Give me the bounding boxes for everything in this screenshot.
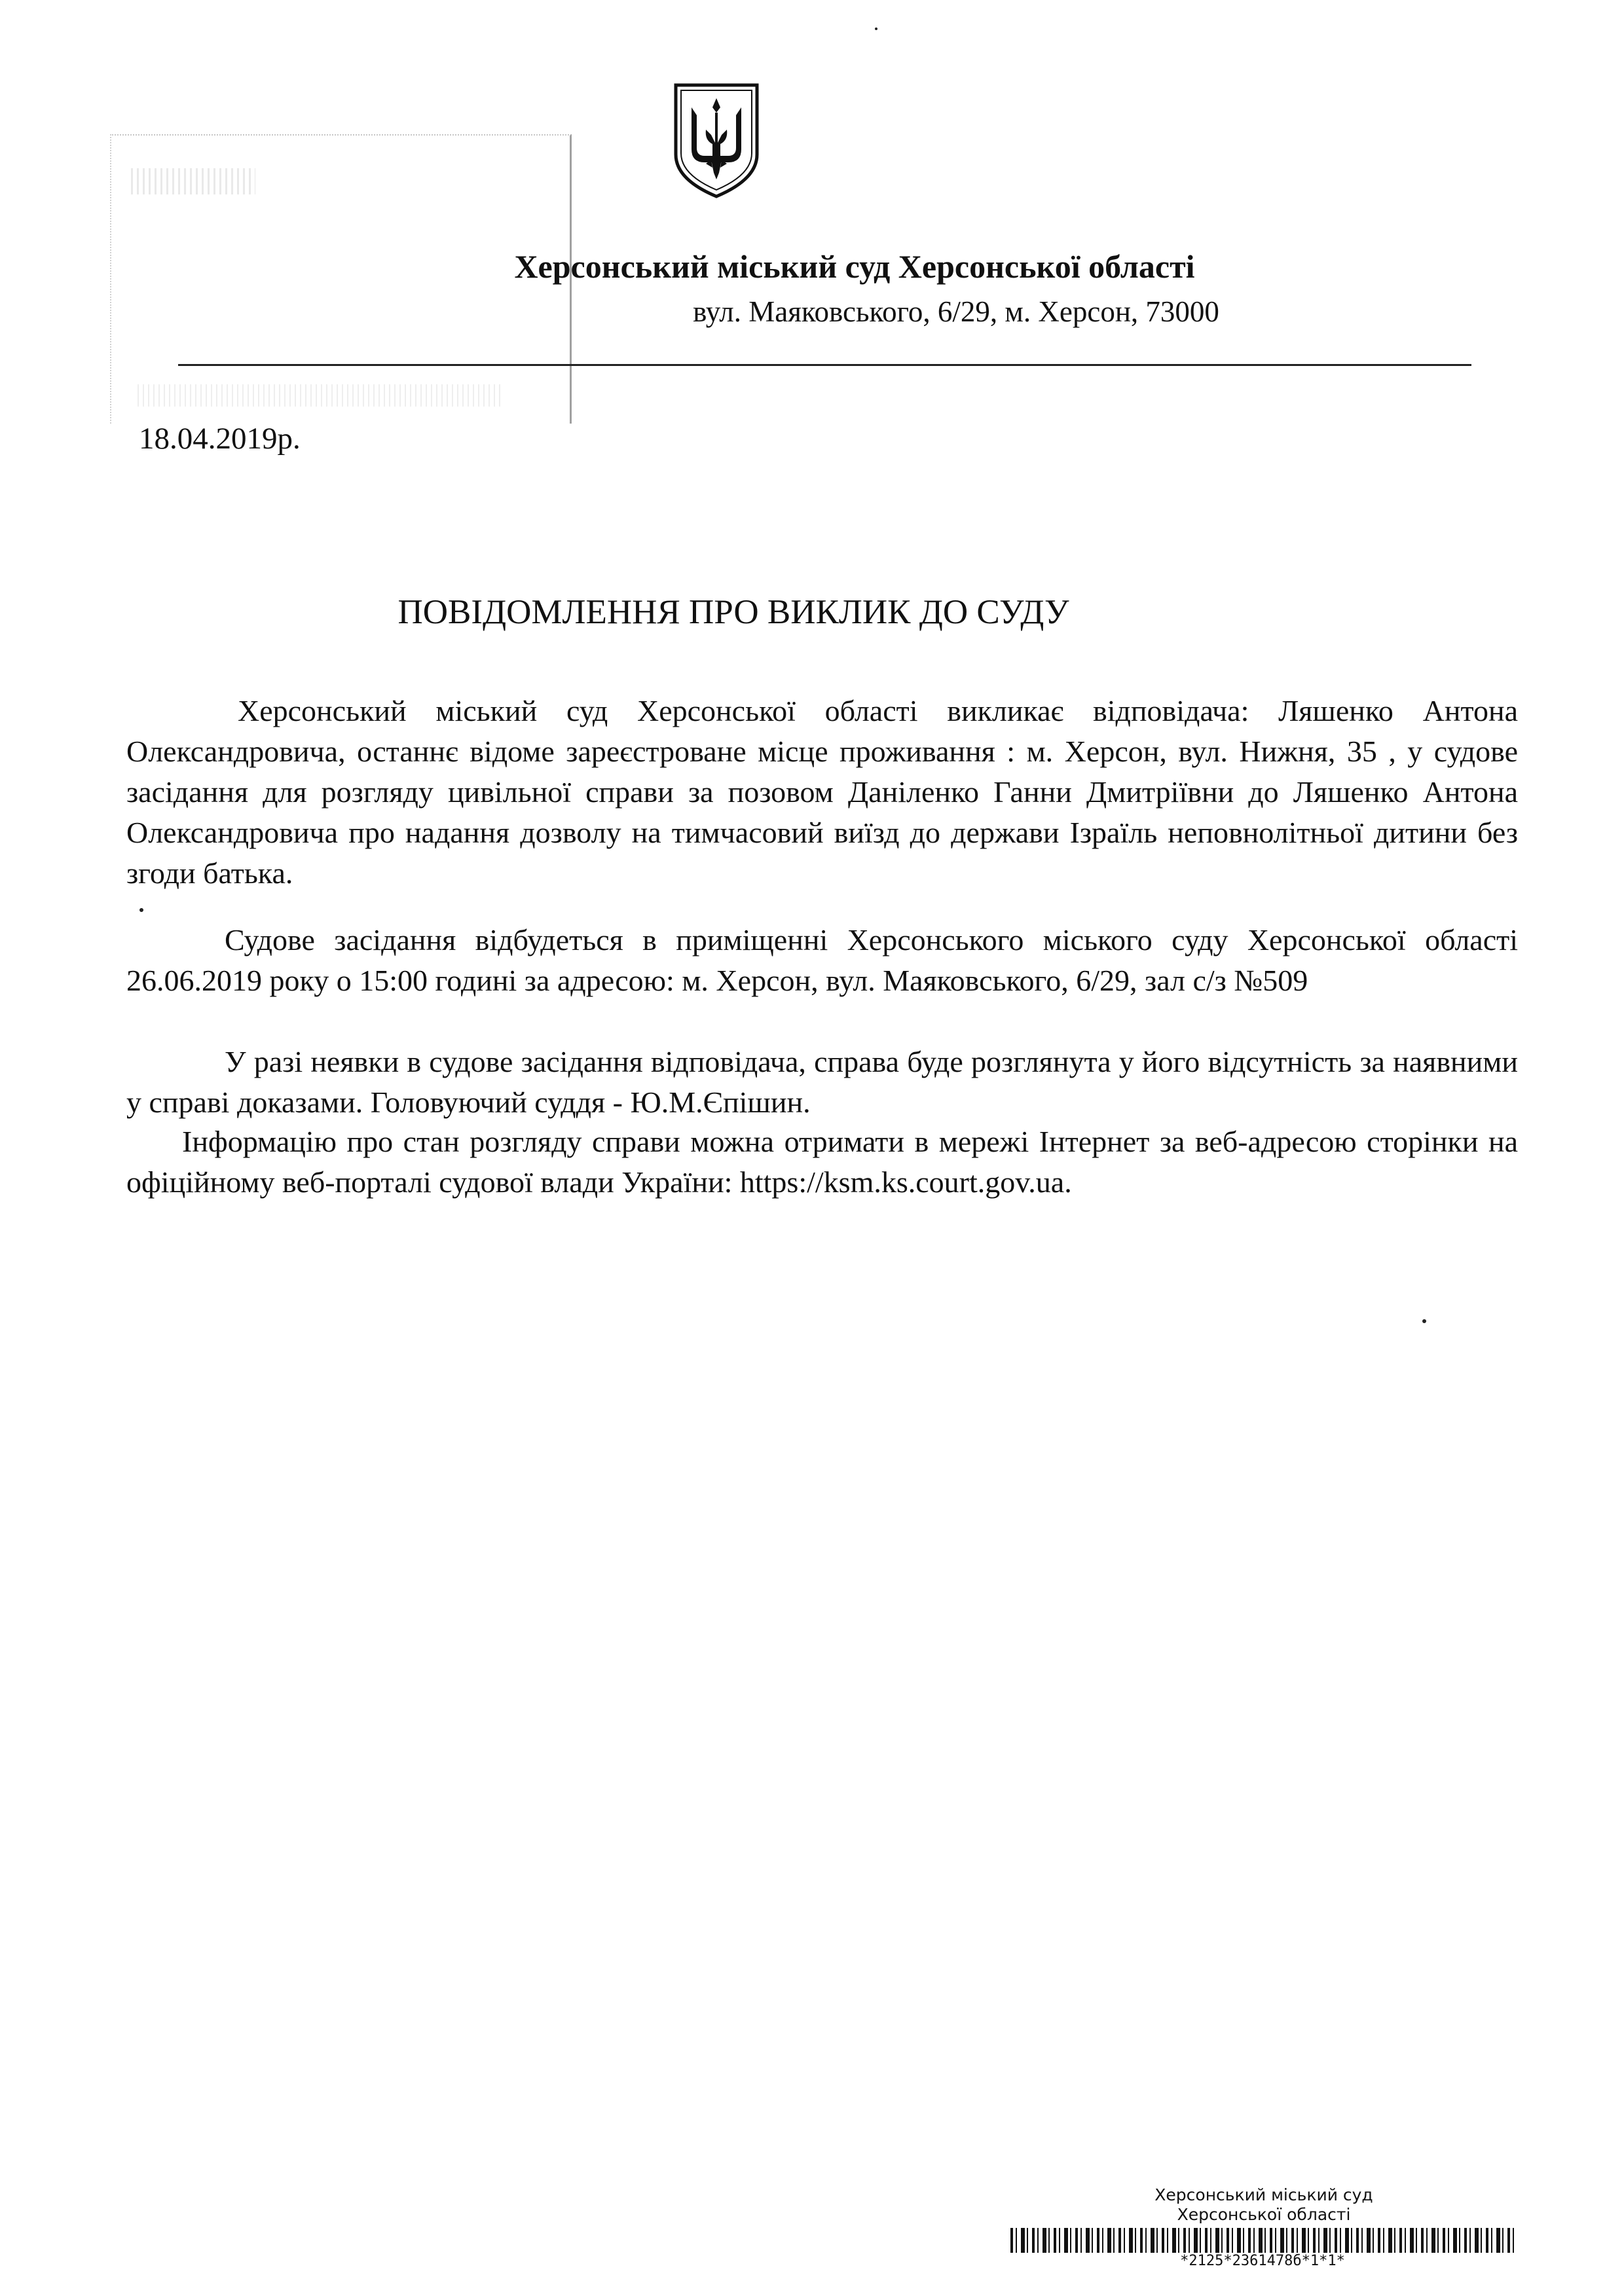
footer-stamp-line-2: Херсонської області xyxy=(1177,2205,1351,2224)
paragraph-absence-notice: У разі неявки в судове засідання відповідача, справа буде розглянута у його відсутність за наявними у справі доказами. Головуючий суддя - Ю.М.Єпішин. xyxy=(126,1045,1518,1119)
document-title: ПОВІДОМЛЕННЯ ПРО ВИКЛИК ДО СУДУ xyxy=(397,593,1069,631)
barcode xyxy=(1010,2228,1515,2253)
footer-court-stamp xyxy=(1008,2185,1519,2225)
paragraph-online-info: Інформацію про стан розгляду справи можна отримати в мережі Інтернет за веб-адресою сторінки на офіційному веб-порталі судової влади України: https://ksm.ks.court.gov.ua. xyxy=(126,1125,1518,1199)
court-name-heading: Херсонський міський суд Херсонської області xyxy=(514,248,1195,285)
scan-speck xyxy=(875,27,877,30)
document-date: 18.04.2019р. xyxy=(139,422,301,456)
trident-coat-of-arms-icon xyxy=(672,81,761,199)
barcode-number: *2125*2361478б*1*1* xyxy=(1180,2253,1345,2269)
scan-speck xyxy=(139,908,143,912)
court-address: вул. Маяковського, 6/29, м. Херсон, 73000 xyxy=(693,295,1219,328)
paragraph-summons: Херсонський міський суд Херсонської області викликає відповідача: Ляшенко Антона Олександровича, останнє відоме зареєстроване місце проживання : м. Херсон, вул. Нижня, 35 , у судове засідання для розгляду цивільної справи за позовом Даніленко Ганни Дмитріївни до Ляшенко Антона Олександровича про надання дозволу на тимчасовий виїзд до держави Ізраїль неповнолітньої дитини без згоди батька. xyxy=(126,694,1518,890)
footer-stamp-line-1: Херсонський міський суд xyxy=(1154,2185,1373,2204)
header-divider xyxy=(178,364,1471,366)
paragraph-hearing-details: Судове засідання відбудеться в приміщенні Херсонського міського суду Херсонської області 26.06.2019 року о 15:00 годині за адресою: м. Херсон, вул. Маяковського, 6/29, зал с/з №509 xyxy=(126,923,1518,997)
scan-speck xyxy=(1422,1319,1426,1323)
